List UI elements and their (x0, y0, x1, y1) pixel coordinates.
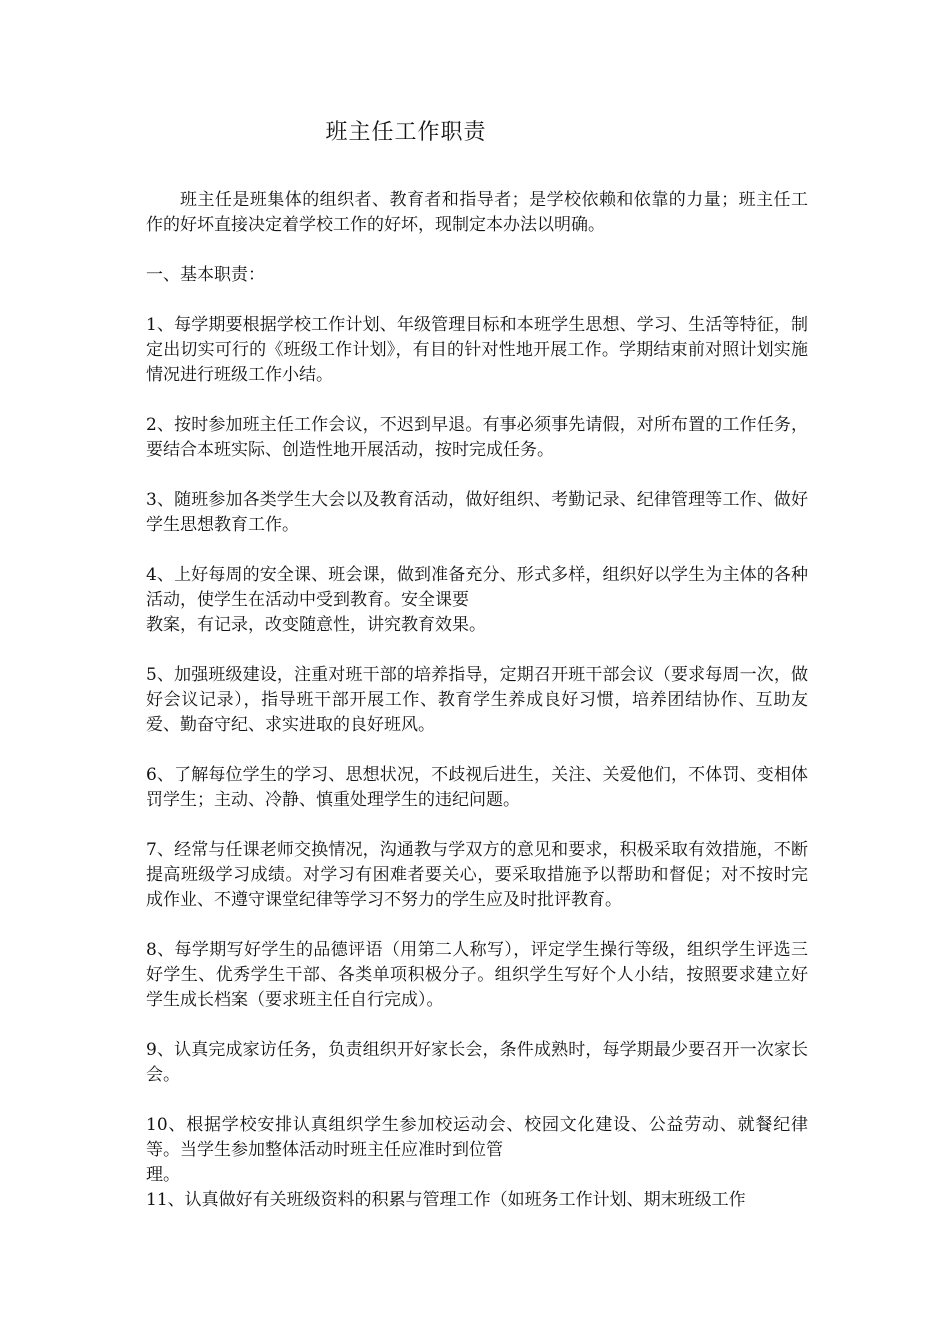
document-body (146, 188, 808, 1213)
duty-item-4-line-2: 教案，有记录，改变随意性，讲究教育效果。 (146, 615, 486, 635)
duty-item-3: 3、随班参加各类学生大会以及教育活动，做好组织、考勤记录、纪律管理等工作、做好学生思想教育工作。 (146, 490, 808, 535)
duty-item-9: 9、认真完成家访任务，负责组织开好家长会，条件成熟时，每学期最少要召开一次家长会。 (146, 1040, 808, 1085)
duty-item-10-line-2: 理。 (146, 1165, 180, 1185)
intro-paragraph: 班主任是班集体的组织者、教育者和指导者；是学校依赖和依靠的力量；班主任工作的好坏直接决定着学校工作的好坏，现制定本办法以明确。 (146, 190, 808, 235)
duty-item-1: 1、每学期要根据学校工作计划、年级管理目标和本班学生思想、学习、生活等特征，制定出切实可行的《班级工作计划》，有目的针对性地开展工作。学期结束前对照计划实施情况进行班级工作小结。 (146, 315, 808, 385)
duty-item-11: 11、认真做好有关班级资料的积累与管理工作（如班务工作计划、期末班级工作 (146, 1190, 746, 1210)
section-heading: 一、基本职责： (146, 265, 265, 285)
duty-item-4-line-1: 4、上好每周的安全课、班会课，做到准备充分、形式多样，组织好以学生为主体的各种活动，使学生在活动中受到教育。安全课要 (146, 565, 808, 610)
duty-item-4 (146, 563, 808, 638)
duty-item-2: 2、按时参加班主任工作会议，不迟到早退。有事必须事先请假，对所布置的工作任务，要结合本班实际、创造性地开展活动，按时完成任务。 (146, 415, 808, 460)
duty-item-5: 5、加强班级建设，注重对班干部的培养指导，定期召开班干部会议（要求每周一次，做好会议记录），指导班干部开展工作、教育学生养成良好习惯，培养团结协作、互助友爱、勤奋守纪、求实进取的良好班风。 (146, 665, 808, 735)
duty-item-10-line-1: 10、根据学校安排认真组织学生参加校运动会、校园文化建设、公益劳动、就餐纪律等。当学生参加整体活动时班主任应准时到位管 (146, 1115, 808, 1160)
document-title: 班主任工作职责 (325, 120, 487, 145)
duty-item-8: 8、每学期写好学生的品德评语（用第二人称写），评定学生操行等级，组织学生评选三好学生、优秀学生干部、各类单项积极分子。组织学生写好个人小结，按照要求建立好学生成长档案（要求班主任自行完成）。 (146, 940, 808, 1010)
duty-item-7: 7、经常与任课老师交换情况，沟通教与学双方的意见和要求，积极采取有效措施，不断提高班级学习成绩。对学习有困难者要关心，要采取措施予以帮助和督促；对不按时完成作业、不遵守课堂纪律等学习不努力的学生应及时批评教育。 (146, 840, 808, 910)
duty-item-10 (146, 1113, 808, 1188)
duty-item-6: 6、了解每位学生的学习、思想状况，不歧视后进生，关注、关爱他们，不体罚、变相体罚学生；主动、冷静、慎重处理学生的违纪问题。 (146, 765, 808, 810)
